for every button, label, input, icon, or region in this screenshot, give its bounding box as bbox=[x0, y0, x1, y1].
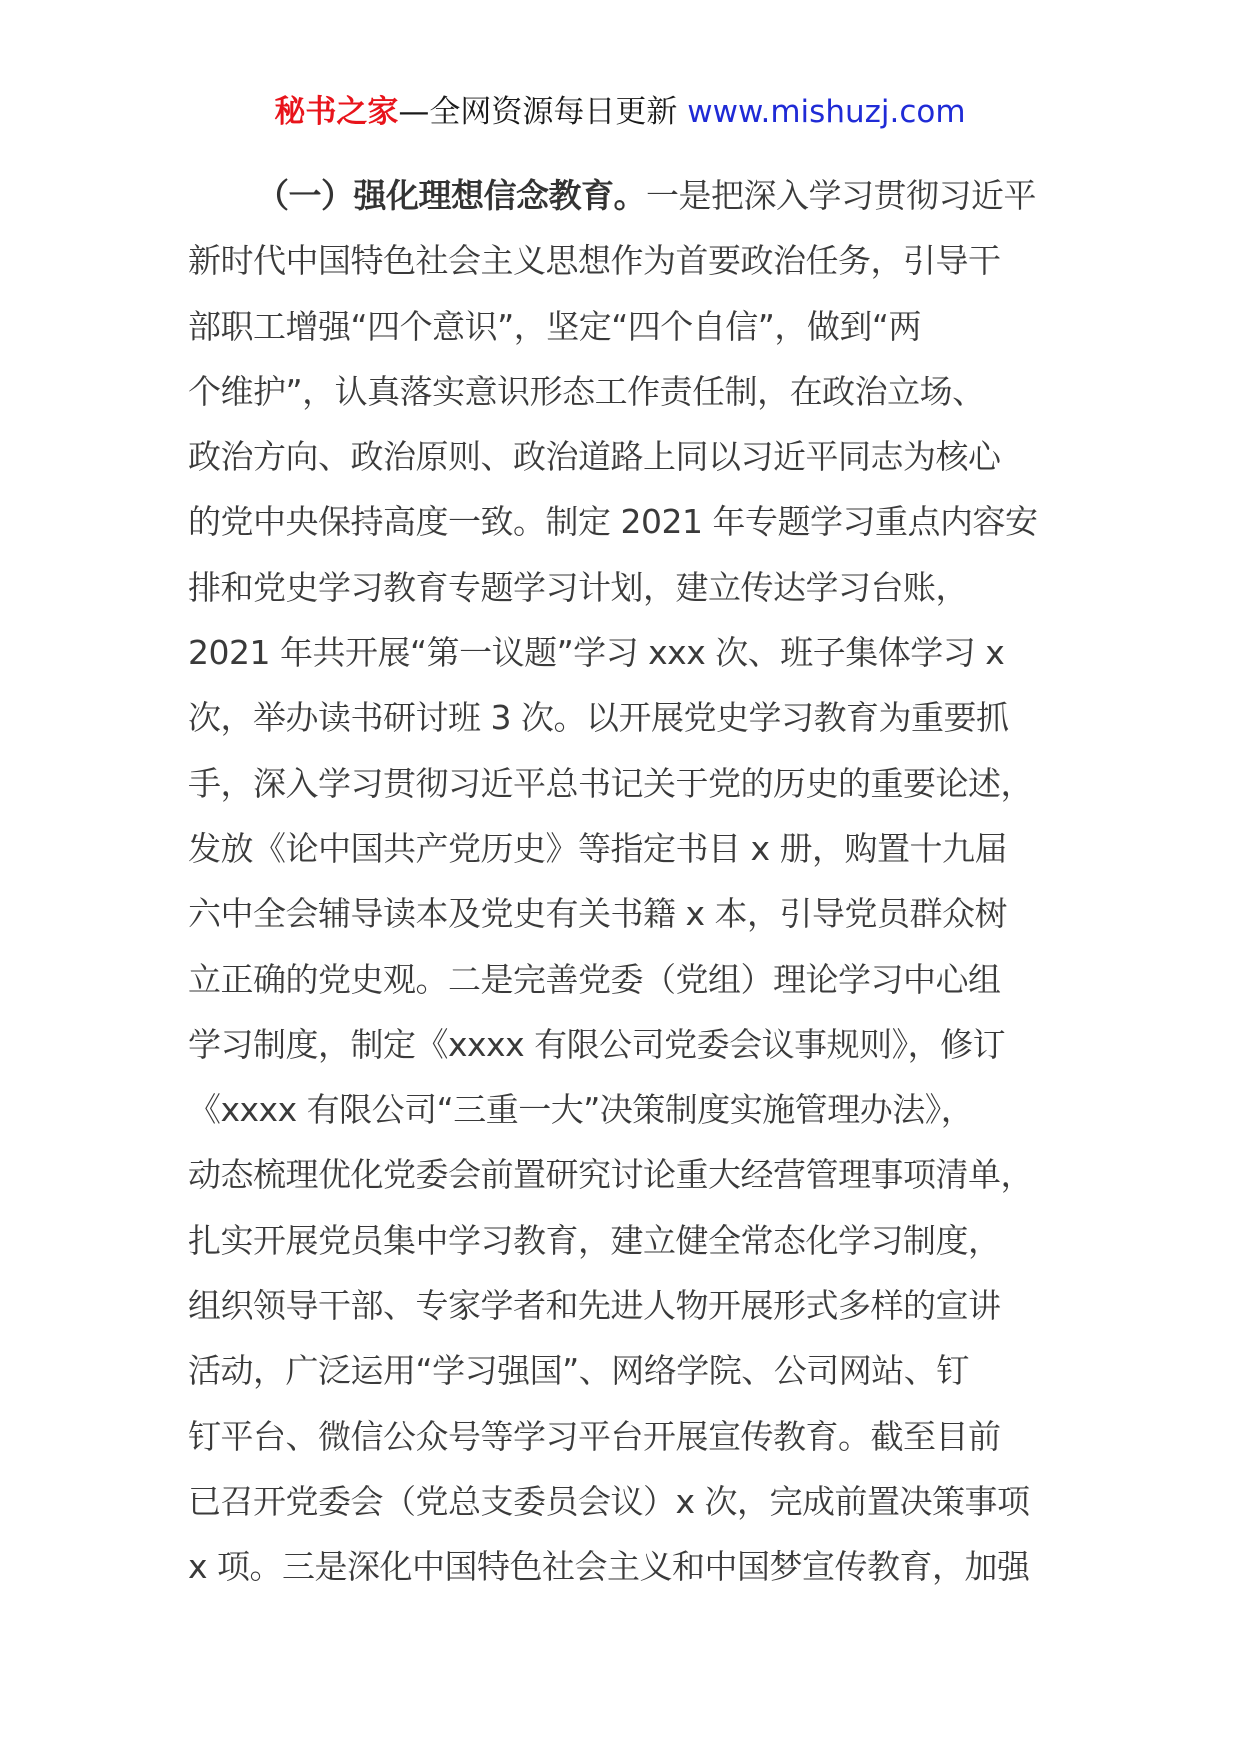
paragraph-line: 钉平台、微信公众号等学习平台开展宣传教育。截至目前 bbox=[188, 1416, 1001, 1456]
paragraph-line: 次，举办读书研讨班 3 次。以开展党史学习教育为重要抓 bbox=[188, 698, 1009, 738]
paragraph-line: 手，深入学习贯彻习近平总书记关于党的历史的重要论述， bbox=[188, 763, 1033, 803]
paragraph-line: 活动，广泛运用“学习强国”、网络学院、公司网站、钉 bbox=[188, 1351, 969, 1391]
paragraph-line: 政治方向、政治原则、政治道路上同以习近平同志为核心 bbox=[188, 437, 1001, 477]
paragraph-line: 组织领导干部、专家学者和先进人物开展形式多样的宣讲 bbox=[188, 1286, 1001, 1326]
paragraph-text: 一是把深入学习贯彻习近平 bbox=[646, 176, 1036, 215]
paragraph-line: 立正确的党史观。二是完善党委（党组）理论学习中心组 bbox=[188, 959, 1001, 999]
paragraph-line: x 项。三是深化中国特色社会主义和中国梦宣传教育，加强 bbox=[188, 1547, 1030, 1587]
site-url-link[interactable]: www.mishuzj.com bbox=[687, 94, 966, 130]
document-body bbox=[188, 163, 1058, 1600]
paragraph-line: 扎实开展党员集中学习教育，建立健全常态化学习制度， bbox=[188, 1220, 1001, 1260]
paragraph-line: 2021 年共开展“第一议题”学习 xxx 次、班子集体学习 x bbox=[188, 633, 1005, 673]
paragraph-line: 的党中央保持高度一致。制定 2021 年专题学习重点内容安 bbox=[188, 502, 1038, 542]
paragraph-line bbox=[188, 163, 1058, 228]
paragraph-line: 发放《论中国共产党历史》等指定书目 x 册，购置十九届 bbox=[188, 828, 1008, 868]
paragraph-line: 排和党史学习教育专题学习计划，建立传达学习台账， bbox=[188, 567, 968, 607]
paragraph-line: 已召开党委会（党总支委员会议）x 次，完成前置决策事项 bbox=[188, 1481, 1030, 1521]
paragraph-line: 个维护”，认真落实意识形态工作责任制，在政治立场、 bbox=[188, 371, 985, 411]
paragraph-line: 新时代中国特色社会主义思想作为首要政治任务，引导干 bbox=[188, 241, 1001, 281]
paragraph-line: 动态梳理优化党委会前置研究讨论重大经营管理事项清单， bbox=[188, 1155, 1033, 1195]
site-tagline: —全网资源每日更新 bbox=[398, 94, 678, 130]
paragraph-line: 《xxxx 有限公司“三重一大”决策制度实施管理办法》， bbox=[188, 1090, 974, 1130]
paragraph-line: 六中全会辅导读本及党史有关书籍 x 本，引导党员群众树 bbox=[188, 894, 1008, 934]
paragraph-line: 部职工增强“四个意识”，坚定“四个自信”，做到“两 bbox=[188, 306, 921, 346]
site-header bbox=[0, 92, 1240, 132]
paragraph-line: 学习制度，制定《xxxx 有限公司党委会议事规则》，修订 bbox=[188, 1024, 1006, 1064]
site-brand: 秘书之家 bbox=[274, 94, 399, 130]
section-heading: （一）强化理想信念教育。 bbox=[256, 176, 646, 215]
